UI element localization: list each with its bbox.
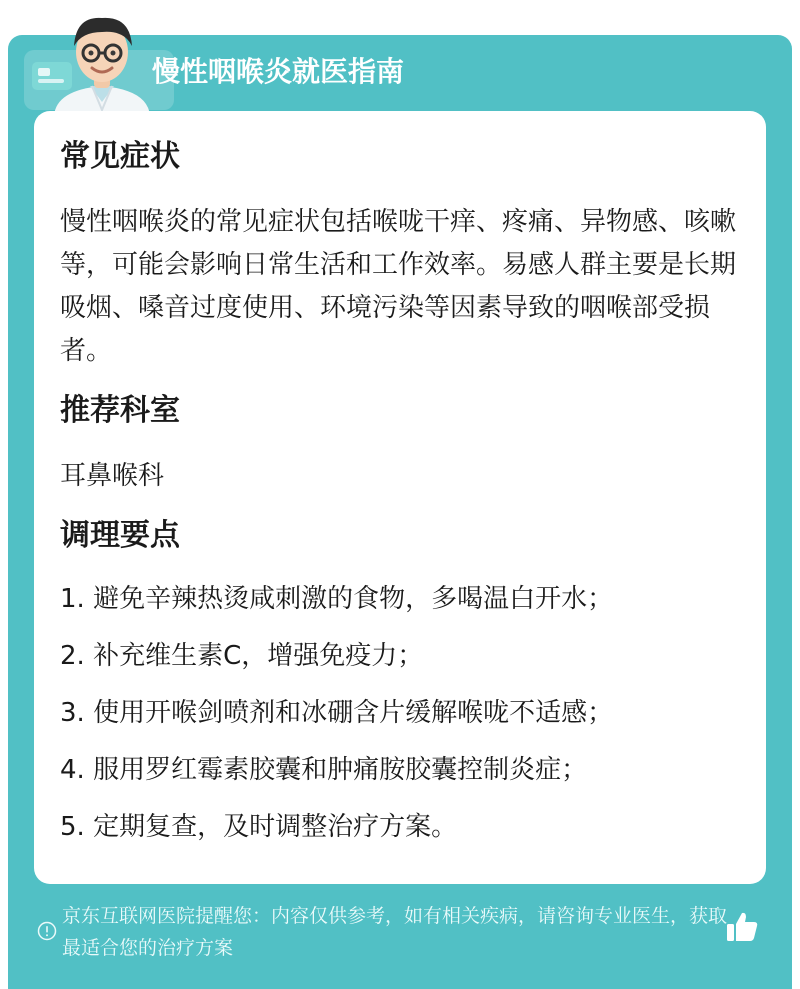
section-title-department: 推荐科室	[60, 393, 180, 428]
care-item: 5. 定期复查，及时调整治疗方案。	[60, 812, 458, 842]
thumbs-up-icon[interactable]	[724, 909, 760, 945]
doctor-avatar	[46, 6, 158, 116]
care-item: 3. 使用开喉剑喷剂和冰硼含片缓解喉咙不适感；	[60, 698, 614, 728]
department-text: 耳鼻喉科	[60, 461, 165, 491]
section-title-care: 调理要点	[60, 518, 180, 553]
symptoms-text: 慢性咽喉炎的常见症状包括喉咙干痒、疼痛、异物感、咳嗽等，可能会影响日常生活和工作效率。易感人群主要是长期吸烟、嗓音过度使用、环境污染等因素导致的咽喉部受损者。	[60, 207, 737, 366]
care-item: 1. 避免辛辣热烫咸刺激的食物，多喝温白开水；	[60, 584, 614, 614]
section-title-symptoms: 常见症状	[60, 139, 180, 174]
care-item: 2. 补充维生素C，增强免疫力；	[60, 641, 424, 671]
info-icon	[37, 921, 57, 941]
disclaimer-text: 京东互联网医院提醒您：内容仅供参考，如有相关疾病，请咨询专业医生，获取最适合您的治疗方案	[62, 905, 728, 959]
content-card	[34, 111, 766, 884]
page-title: 慢性咽喉炎就医指南	[152, 55, 405, 88]
care-item: 4. 服用罗红霉素胶囊和肿痛胺胶囊控制炎症；	[60, 755, 588, 785]
